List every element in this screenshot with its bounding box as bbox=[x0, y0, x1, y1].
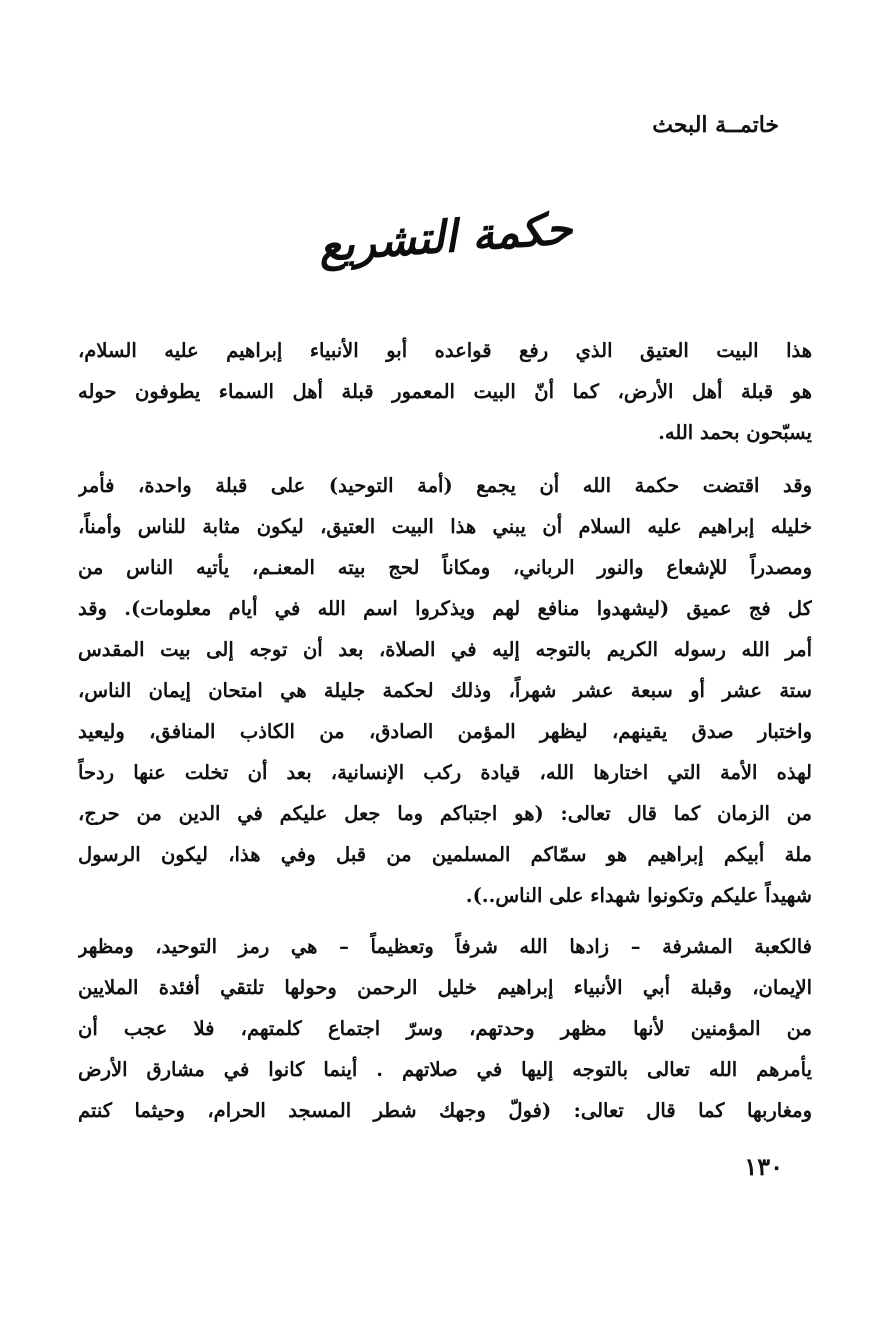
paragraph-2 bbox=[78, 465, 812, 916]
text-line: لهذه الأمة التي اختارها الله، قيادة ركب الإنسانية، بعد أن تخلت عنها ردحاً bbox=[78, 761, 812, 784]
text-line: من المؤمنين لأنها مظهر وحدتهم، وسرّ اجتماع كلمتهم، فلا عجب أن bbox=[78, 1017, 812, 1040]
text-line: ملة أبيكم إبراهيم هو سمّاكم المسلمين من قبل وفي هذا، ليكون الرسول bbox=[78, 843, 812, 866]
text-line: ومصدراً للإشعاع والنور الرباني، ومكاناً لحج بيته المعنـم، يأتيه الناس من bbox=[78, 556, 812, 579]
text-line: وقد اقتضت حكمة الله أن يجمع (أمة التوحيد) على قبلة واحدة، فأمر bbox=[78, 474, 812, 497]
text-line: هو قبلة أهل الأرض، كما أنّ البيت المعمور قبلة أهل السماء يطوفون حوله bbox=[78, 380, 812, 403]
text-line: شهيداً عليكم وتكونوا شهداء على الناس..). bbox=[465, 884, 812, 907]
text-line: أمر الله رسوله الكريم بالتوجه إليه في الصلاة، بعد أن توجه إلى بيت المقدس bbox=[78, 638, 812, 661]
text-line: خليله إبراهيم عليه السلام أن يبني هذا البيت العتيق، ليكون مثابة للناس وأمناً، bbox=[78, 515, 812, 538]
text-line: كل فج عميق (ليشهدوا منافع لهم ويذكروا اسم الله في أيام معلومات). وقد bbox=[78, 597, 812, 620]
text-line: فالكعبة المشرفة – زادها الله شرفاً وتعظيماً – هي رمز التوحيد، ومظهر bbox=[78, 935, 812, 958]
paragraph-3 bbox=[78, 926, 812, 1131]
text-line: هذا البيت العتيق الذي رفع قواعده أبو الأنبياء إبراهيم عليه السلام، bbox=[78, 339, 812, 362]
text-line: يسبّحون بحمد الله. bbox=[658, 421, 812, 444]
text-line: يأمرهم الله تعالى بالتوجه إليها في صلاتهم . أينما كانوا في مشارق الأرض bbox=[78, 1058, 812, 1081]
text-line: ومغاربها كما قال تعالى: (فولّ وجهك شطر المسجد الحرام، وحيثما كنتم bbox=[78, 1099, 812, 1122]
page-number: ١٣٠ bbox=[744, 1152, 783, 1181]
text-line: الإيمان، وقبلة أبي الأنبياء إبراهيم خليل الرحمن وحولها تلتقي أفئدة الملايين bbox=[78, 976, 812, 999]
chapter-title-calligraphy: حكمة التشريع bbox=[317, 203, 574, 272]
running-header: خاتمــة البحث bbox=[652, 112, 779, 138]
text-line: ستة عشر أو سبعة عشر شهراً، وذلك لحكمة جليلة هي امتحان إيمان الناس، bbox=[78, 679, 812, 702]
text-line: واختبار صدق يقينهم، ليظهر المؤمن الصادق، من الكاذب المنافق، وليعيد bbox=[78, 720, 812, 743]
paragraph-1 bbox=[78, 330, 812, 453]
text-line: من الزمان كما قال تعالى: (هو اجتباكم وما جعل عليكم في الدين من حرج، bbox=[78, 802, 812, 825]
